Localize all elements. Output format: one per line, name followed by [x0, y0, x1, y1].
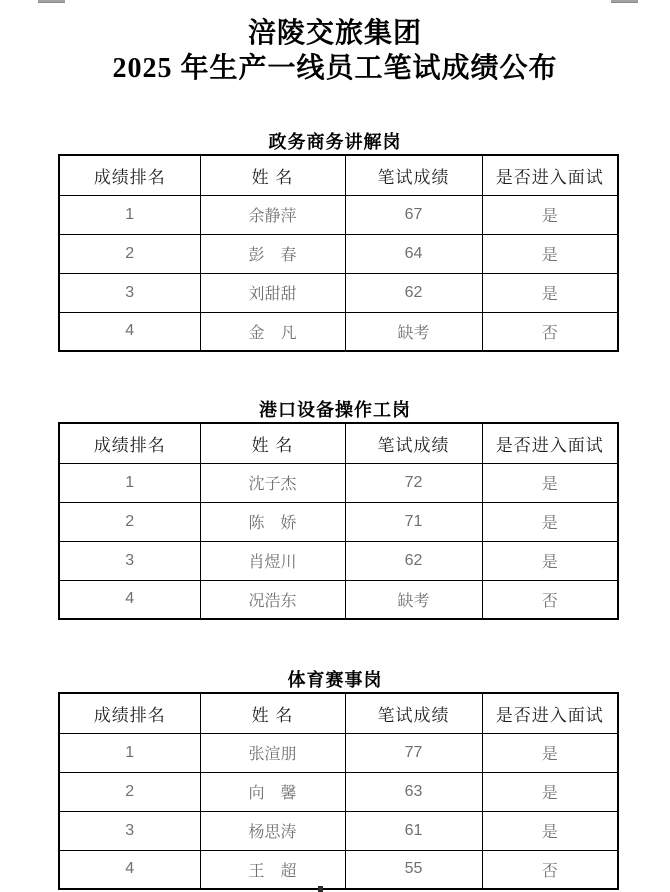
cell-rank: 3 — [59, 811, 200, 850]
cell-interview: 是 — [482, 273, 618, 312]
cell-score: 63 — [345, 772, 482, 811]
table-header-row — [59, 693, 618, 733]
cell-score: 62 — [345, 541, 482, 580]
cell-rank: 1 — [59, 463, 200, 502]
cell-rank: 2 — [59, 234, 200, 273]
score-table-government-business-interpreter — [58, 154, 619, 352]
col-header-rank: 成绩排名 — [59, 693, 200, 733]
page-edge-artifact-right — [611, 0, 638, 3]
table-header-row — [59, 423, 618, 463]
cell-name: 王 超 — [200, 850, 345, 889]
section-title-port-equipment-operator: 港口设备操作工岗 — [259, 400, 411, 420]
cell-name: 杨思涛 — [200, 811, 345, 850]
col-header-rank: 成绩排名 — [59, 423, 200, 463]
table-row — [59, 463, 618, 502]
cell-rank: 1 — [59, 733, 200, 772]
cell-name: 况浩东 — [200, 580, 345, 619]
table-row — [59, 580, 618, 619]
cell-score: 77 — [345, 733, 482, 772]
cell-interview: 否 — [482, 850, 618, 889]
cell-rank: 4 — [59, 580, 200, 619]
cell-interview: 是 — [482, 502, 618, 541]
cell-interview: 是 — [482, 811, 618, 850]
cell-name: 张渲朋 — [200, 733, 345, 772]
table-row — [59, 733, 618, 772]
cell-name: 彭 春 — [200, 234, 345, 273]
cell-name: 向 馨 — [200, 772, 345, 811]
cell-rank: 3 — [59, 541, 200, 580]
section-title-government-business-interpreter: 政务商务讲解岗 — [268, 132, 402, 152]
cell-name: 肖煜川 — [200, 541, 345, 580]
score-table-port-equipment-operator — [58, 422, 619, 620]
section-title-sports-events: 体育赛事岗 — [287, 670, 383, 690]
table-row — [59, 502, 618, 541]
cell-interview: 是 — [482, 195, 618, 234]
col-header-name: 姓 名 — [200, 693, 345, 733]
col-header-name: 姓 名 — [200, 155, 345, 195]
table-row — [59, 234, 618, 273]
col-header-score: 笔试成绩 — [345, 693, 482, 733]
col-header-name: 姓 名 — [200, 423, 345, 463]
cell-score: 缺考 — [345, 580, 482, 619]
cell-rank: 3 — [59, 273, 200, 312]
col-header-score: 笔试成绩 — [345, 423, 482, 463]
table-row — [59, 541, 618, 580]
cell-score: 62 — [345, 273, 482, 312]
cell-interview: 是 — [482, 772, 618, 811]
table-row — [59, 312, 618, 351]
cell-name: 刘甜甜 — [200, 273, 345, 312]
cell-rank: 4 — [59, 312, 200, 351]
cell-score: 55 — [345, 850, 482, 889]
text-cursor-artifact — [318, 886, 323, 892]
cell-score: 72 — [345, 463, 482, 502]
cell-interview: 是 — [482, 463, 618, 502]
cell-name: 余静萍 — [200, 195, 345, 234]
cell-score: 61 — [345, 811, 482, 850]
doc-title-line1: 涪陵交旅集团 — [247, 18, 422, 49]
cell-score: 67 — [345, 195, 482, 234]
table-row — [59, 811, 618, 850]
cell-interview: 否 — [482, 312, 618, 351]
page-edge-artifact-left — [38, 0, 65, 3]
table-row — [59, 273, 618, 312]
doc-title-line2: 2025 年生产一线员工笔试成绩公布 — [112, 53, 558, 84]
cell-rank: 4 — [59, 850, 200, 889]
score-table-sports-events — [58, 692, 619, 890]
cell-name: 陈 娇 — [200, 502, 345, 541]
cell-rank: 2 — [59, 772, 200, 811]
table-header-row — [59, 155, 618, 195]
cell-score: 缺考 — [345, 312, 482, 351]
cell-rank: 2 — [59, 502, 200, 541]
table-row — [59, 850, 618, 889]
cell-interview: 否 — [482, 580, 618, 619]
table-row — [59, 772, 618, 811]
cell-rank: 1 — [59, 195, 200, 234]
cell-interview: 是 — [482, 234, 618, 273]
cell-score: 71 — [345, 502, 482, 541]
col-header-interview: 是否进入面试 — [482, 423, 618, 463]
table-row — [59, 195, 618, 234]
col-header-interview: 是否进入面试 — [482, 693, 618, 733]
cell-interview: 是 — [482, 541, 618, 580]
cell-interview: 是 — [482, 733, 618, 772]
col-header-rank: 成绩排名 — [59, 155, 200, 195]
col-header-interview: 是否进入面试 — [482, 155, 618, 195]
cell-name: 沈子杰 — [200, 463, 345, 502]
col-header-score: 笔试成绩 — [345, 155, 482, 195]
cell-name: 金 凡 — [200, 312, 345, 351]
cell-score: 64 — [345, 234, 482, 273]
